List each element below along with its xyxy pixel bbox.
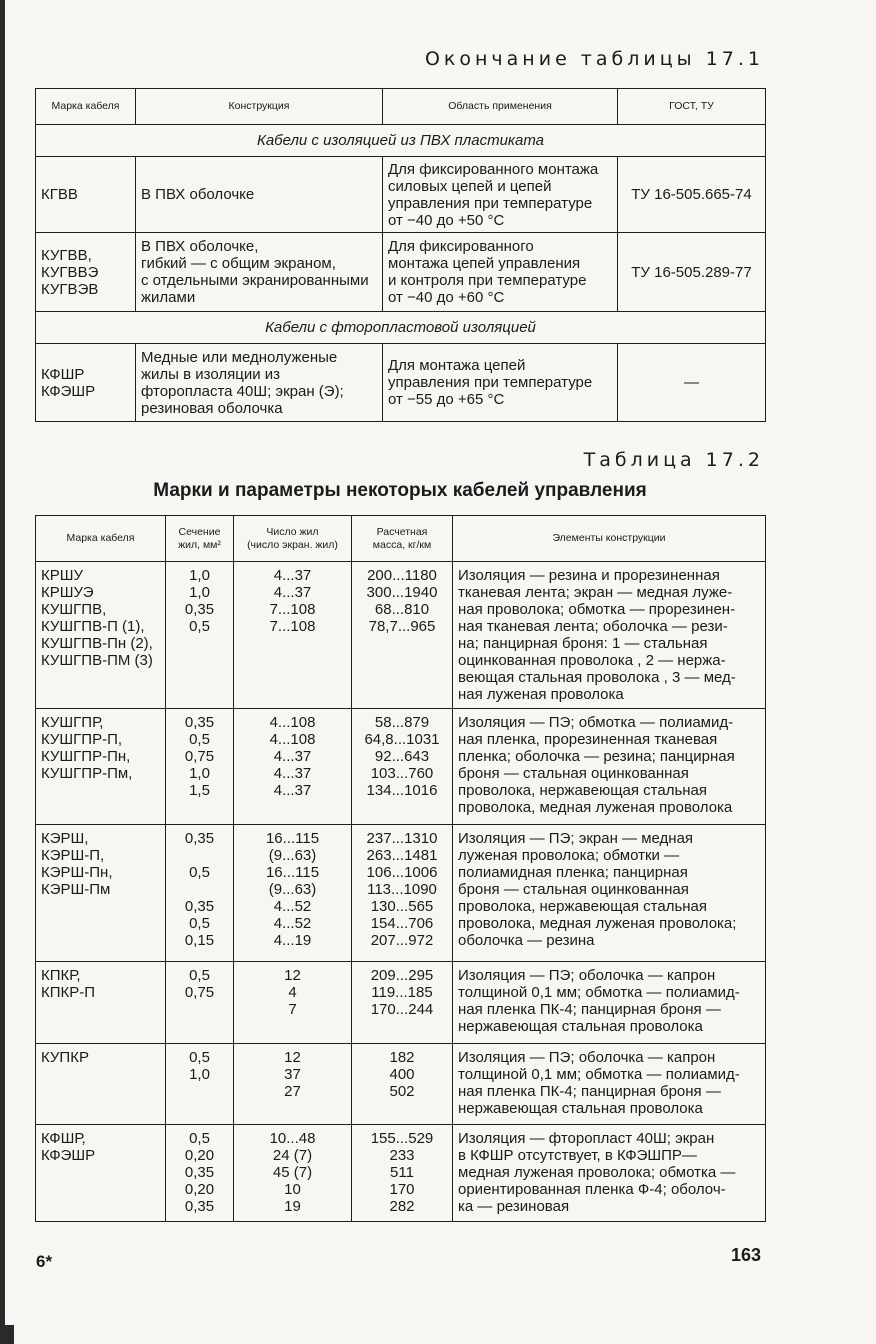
t2-cell-section: 0,5 0,20 0,35 0,20 0,35	[166, 1125, 234, 1222]
t2-cell-section: 0,35 0,5 0,75 1,0 1,5	[166, 709, 234, 825]
t2-header-mark: Марка кабеля	[36, 516, 166, 562]
t2-cell-mass: 209...295 119...185 170...244	[352, 962, 453, 1044]
t1-header-standard: ГОСТ, ТУ	[618, 89, 766, 125]
t1-cell-mark: КУГВВ, КУГВВЭ КУГВЭВ	[36, 233, 136, 312]
t2-cell-elements: Изоляция — ПЭ; обмотка — полиамид- ная пленка, прорезиненная тканевая пленка; оболочка — резина; панцирная броня — стальная оцинкованная проволока, нержавеющая стальная проволока, медная луженая проволока	[453, 709, 766, 825]
t1-section-title: Кабели с изоляцией из ПВХ пластиката	[36, 125, 766, 157]
t2-cell-marks: КУПКР	[36, 1044, 166, 1125]
t2-cell-marks: КФШР, КФЭШР	[36, 1125, 166, 1222]
t1-section-title: Кабели с фторопластовой изоляцией	[36, 312, 766, 344]
table-row	[36, 825, 766, 962]
t2-cell-mass: 155...529 233 511 170 282	[352, 1125, 453, 1222]
t1-header-construction: Конструкция	[136, 89, 383, 125]
t2-cell-elements: Изоляция — резина и прорезиненная тканевая лента; экран — медная луже- ная проволока; обмотка — прорезинен- ная тканевая лента; оболочка — рези- на; панцирная броня: 1 — стальная оцинкованная проволока , 2 — нержа- веющая стальная проволока , 3 — мед- ная луженая проволока	[453, 562, 766, 709]
t2-cell-section: 0,5 1,0	[166, 1044, 234, 1125]
t2-header-cores: Число жил (число экран. жил)	[234, 516, 352, 562]
t2-cell-elements: Изоляция — ПЭ; оболочка — капрон толщиной 0,1 мм; обмотка — полиамид- ная пленка ПК-4; панцирная броня — нержавеющая стальная проволока	[453, 962, 766, 1044]
table-row	[36, 1125, 766, 1222]
table-17-2-caption: Таблица 17.2	[583, 449, 764, 471]
t1-cell-application: Для монтажа цепей управления при температуре от −55 до +65 °С	[383, 344, 618, 422]
t2-cell-mass: 237...1310 263...1481 106...1006 113...1090 130...565 154...706 207...972	[352, 825, 453, 962]
t1-cell-construction: В ПВХ оболочке, гибкий — с общим экраном, с отдельными экранированными жилами	[136, 233, 383, 312]
t1-cell-standard: ТУ 16-505.289-77	[618, 233, 766, 312]
t1-cell-mark: КФШР КФЭШР	[36, 344, 136, 422]
t2-cell-mass: 182 400 502	[352, 1044, 453, 1125]
table-row	[36, 962, 766, 1044]
t2-cell-section: 0,5 0,75	[166, 962, 234, 1044]
t2-cell-mass: 58...879 64,8...1031 92...643 103...760 134...1016	[352, 709, 453, 825]
t2-cell-elements: Изоляция — ПЭ; экран — медная луженая проволока; обмотки — полиамидная пленка; панцирная броня — стальная оцинкованная проволока, нержавеющая стальная проволока, медная луженая проволока; оболочка — резина	[453, 825, 766, 962]
t2-cell-marks: КУШГПР, КУШГПР-П, КУШГПР-Пн, КУШГПР-Пм,	[36, 709, 166, 825]
t2-header-elements: Элементы конструкции	[453, 516, 766, 562]
page-edge	[0, 0, 5, 1344]
t1-cell-application: Для фиксированного монтажа силовых цепей и цепей управления при температуре от −40 до +50 °С	[383, 157, 618, 233]
table-row	[36, 709, 766, 825]
table-17-1-caption: Окончание таблицы 17.1	[424, 48, 764, 70]
t2-cell-mass: 200...1180 300...1940 68...810 78,7...965	[352, 562, 453, 709]
t1-cell-application: Для фиксированного монтажа цепей управления и контроля при температуре от −40 до +60 °С	[383, 233, 618, 312]
t2-cell-marks: КПКР, КПКР-П	[36, 962, 166, 1044]
t2-header-mass: Расчетная масса, кг/км	[352, 516, 453, 562]
corner-mark	[0, 1325, 14, 1344]
t1-header-application: Область применения	[383, 89, 618, 125]
t2-cell-elements: Изоляция — фторопласт 40Ш; экран в КФШР отсутствует, в КФЭШПР— медная луженая проволока; обмотка — ориентированная пленка Ф-4; оболоч- ка — резиновая	[453, 1125, 766, 1222]
table-17-1	[35, 88, 766, 422]
t2-cell-marks: КРШУ КРШУЭ КУШГПВ, КУШГПВ-П (1), КУШГПВ-Пн (2), КУШГПВ-ПМ (3)	[36, 562, 166, 709]
t2-cell-cores: 12 37 27	[234, 1044, 352, 1125]
table-17-2	[35, 515, 766, 1222]
t2-cell-cores: 4...108 4...108 4...37 4...37 4...37	[234, 709, 352, 825]
t1-cell-construction: Медные или меднолуженые жилы в изоляции из фторопласта 40Ш; экран (Э); резиновая оболочка	[136, 344, 383, 422]
t2-cell-section: 0,35 0,5 0,35 0,5 0,15	[166, 825, 234, 962]
t1-cell-standard: ТУ 16-505.665-74	[618, 157, 766, 233]
table-row	[36, 562, 766, 709]
t2-cell-elements: Изоляция — ПЭ; оболочка — капрон толщиной 0,1 мм; обмотка — полиамид- ная пленка ПК-4; панцирная броня — нержавеющая стальная проволока	[453, 1044, 766, 1125]
table-17-2-title: Марки и параметры некоторых кабелей управления	[153, 480, 647, 501]
t2-cell-cores: 12 4 7	[234, 962, 352, 1044]
table-row	[36, 1044, 766, 1125]
t2-cell-section: 1,0 1,0 0,35 0,5	[166, 562, 234, 709]
page-number: 163	[731, 1245, 762, 1265]
t1-header-mark: Марка кабеля	[36, 89, 136, 125]
t1-cell-construction: В ПВХ оболочке	[136, 157, 383, 233]
t2-cell-cores: 16...115 (9...63) 16...115 (9...63) 4...52 4...52 4...19	[234, 825, 352, 962]
t2-cell-cores: 4...37 4...37 7...108 7...108	[234, 562, 352, 709]
t2-cell-cores: 10...48 24 (7) 45 (7) 10 19	[234, 1125, 352, 1222]
t1-cell-mark: КГВВ	[36, 157, 136, 233]
t2-cell-marks: КЭРШ, КЭРШ-П, КЭРШ-Пн, КЭРШ-Пм	[36, 825, 166, 962]
signature-mark: 6*	[36, 1252, 53, 1271]
t2-header-section: Сечение жил, мм²	[166, 516, 234, 562]
t1-cell-standard: —	[618, 344, 766, 422]
